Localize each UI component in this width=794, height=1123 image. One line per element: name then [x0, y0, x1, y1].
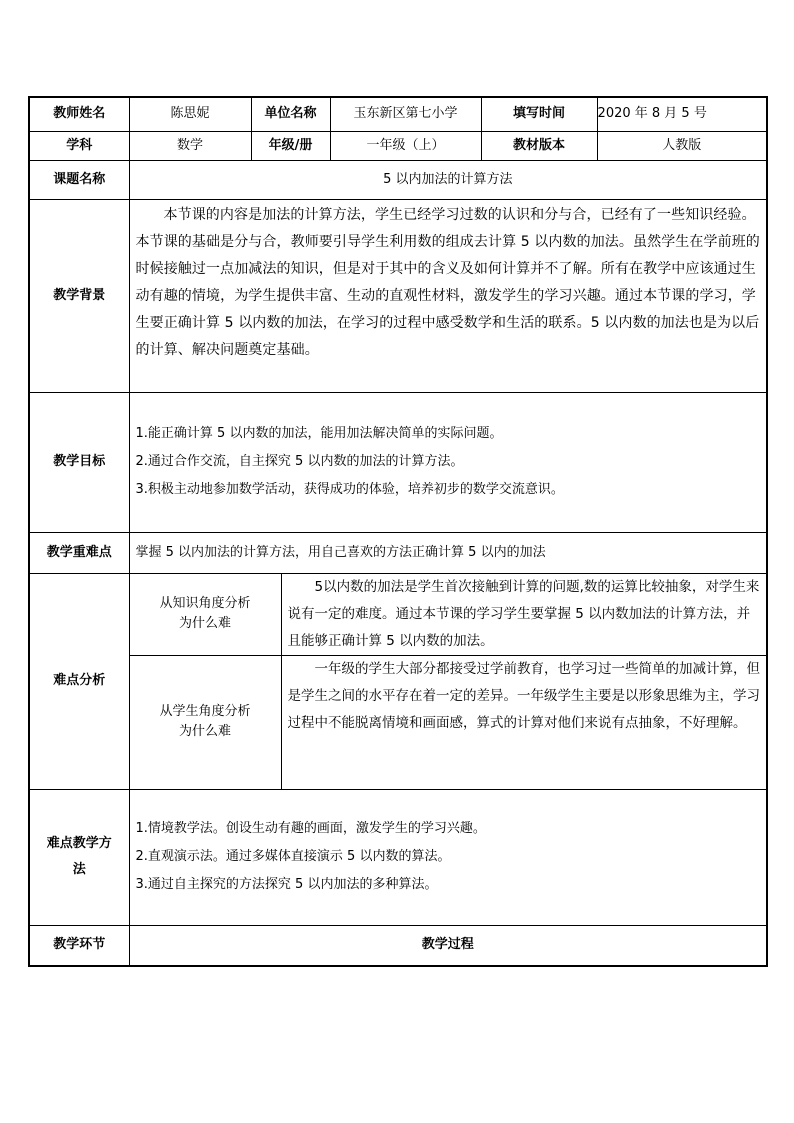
- date-label: 填写时间: [481, 97, 597, 131]
- topic-label: 课题名称: [29, 160, 129, 199]
- method-item: 1.情境教学法。创设生动有趣的画面，激发学生的学习兴趣。: [135, 821, 486, 836]
- knowledge-text: 5以内数的加法是学生首次接触到计算的问题,数的运算比较抽象，对学生来说有一定的难度。通过本节课的学习学生要掌握 5 以内数加法的计算方法，并且能够正确计算 5 以内数的加法。: [287, 578, 760, 649]
- goals-list: [130, 420, 767, 504]
- teacher-label: 教师姓名: [29, 97, 129, 131]
- methods-cell: [129, 789, 767, 925]
- difficulty-knowledge-row: [29, 573, 767, 655]
- difficulty-student-row: [29, 655, 767, 789]
- subject-label: 学科: [29, 131, 129, 160]
- background-row: [29, 199, 767, 392]
- goals-row: [29, 392, 767, 532]
- student-text: 一年级的学生大部分都接受过学前教育，也学习过一些简单的加减计算，但是学生之间的水平存在着一定的差异。一年级学生主要是以形象思维为主，学习过程中不能脱离情境和画面感，算式的计算对他们来说有点抽象，不好理解。: [287, 660, 761, 731]
- lesson-plan-table: [28, 96, 768, 967]
- background-cell: [129, 199, 767, 392]
- methods-label-1: 难点教学方: [46, 836, 112, 851]
- background-text: 本节课的内容是加法的计算方法，学生已经学习过数的认识和分与合，已经有了一些知识经验。本节课的基础是分与合，教师要引导学生利用数的组成去计算 5 以内数的加法。虽然学生在学前班的时候接触过一点加减法的知识，但是对于其中的含义及如何计算并不了解。所有在教学中应该通过生动有趣的情境，为学生提供丰富、生动的直观性材料，激发学生的学习兴趣。通过本节课的学习，学生要正确计算 5 以内数的加法，在学习的过程中感受数学和生活的联系。5 以内数的加法也是为以后的计算、解决问题奠定基础。: [135, 206, 760, 358]
- key-points-value: 掌握 5 以内加法的计算方法，用自己喜欢的方法正确计算 5 以内的加法: [129, 532, 767, 573]
- key-points-label: 教学重难点: [29, 532, 129, 573]
- student-angle-label-1: 从学生角度分析: [159, 704, 251, 719]
- methods-list: [130, 815, 767, 899]
- goal-item: 1.能正确计算 5 以内数的加法，能用加法解决简单的实际问题。: [135, 426, 503, 441]
- knowledge-angle-cell: [129, 573, 281, 655]
- grade-label: 年级/册: [251, 131, 330, 160]
- student-angle-label-2: 为什么难: [179, 724, 232, 739]
- student-angle-cell: [129, 655, 281, 789]
- edition-value: 人教版: [597, 131, 767, 160]
- method-item: 3.通过自主探究的方法探究 5 以内加法的多种算法。: [135, 877, 438, 892]
- topic-row: [29, 160, 767, 199]
- goal-item: 3.积极主动地参加数学活动，获得成功的体验，培养初步的数学交流意识。: [135, 482, 564, 497]
- methods-row: [29, 789, 767, 925]
- teacher-value: 陈思妮: [129, 97, 251, 131]
- background-label: 教学背景: [29, 199, 129, 392]
- methods-label-2: 法: [72, 862, 86, 877]
- knowledge-angle-label-1: 从知识角度分析: [159, 596, 251, 611]
- edition-label: 教材版本: [481, 131, 597, 160]
- process-row: [29, 925, 767, 966]
- grade-value: 一年级（上）: [330, 131, 481, 160]
- unit-label: 单位名称: [251, 97, 330, 131]
- student-text-cell: [281, 655, 767, 789]
- goals-cell: [129, 392, 767, 532]
- goals-label: 教学目标: [29, 392, 129, 532]
- header-row-1: [29, 97, 767, 131]
- method-item: 2.直观演示法。通过多媒体直接演示 5 以内数的算法。: [135, 849, 451, 864]
- knowledge-angle-label-2: 为什么难: [179, 616, 232, 631]
- goal-item: 2.通过合作交流，自主探究 5 以内数的加法的计算方法。: [135, 454, 464, 469]
- date-value: 2020 年 8 月 5 号: [597, 97, 767, 131]
- unit-value: 玉东新区第七小学: [330, 97, 481, 131]
- process-label: 教学环节: [29, 925, 129, 966]
- header-row-2: [29, 131, 767, 160]
- topic-value: 5 以内加法的计算方法: [129, 160, 767, 199]
- methods-label-cell: [29, 789, 129, 925]
- knowledge-text-cell: [281, 573, 767, 655]
- difficulty-label: 难点分析: [29, 573, 129, 789]
- subject-value: 数学: [129, 131, 251, 160]
- process-value: 教学过程: [129, 925, 767, 966]
- key-points-row: [29, 532, 767, 573]
